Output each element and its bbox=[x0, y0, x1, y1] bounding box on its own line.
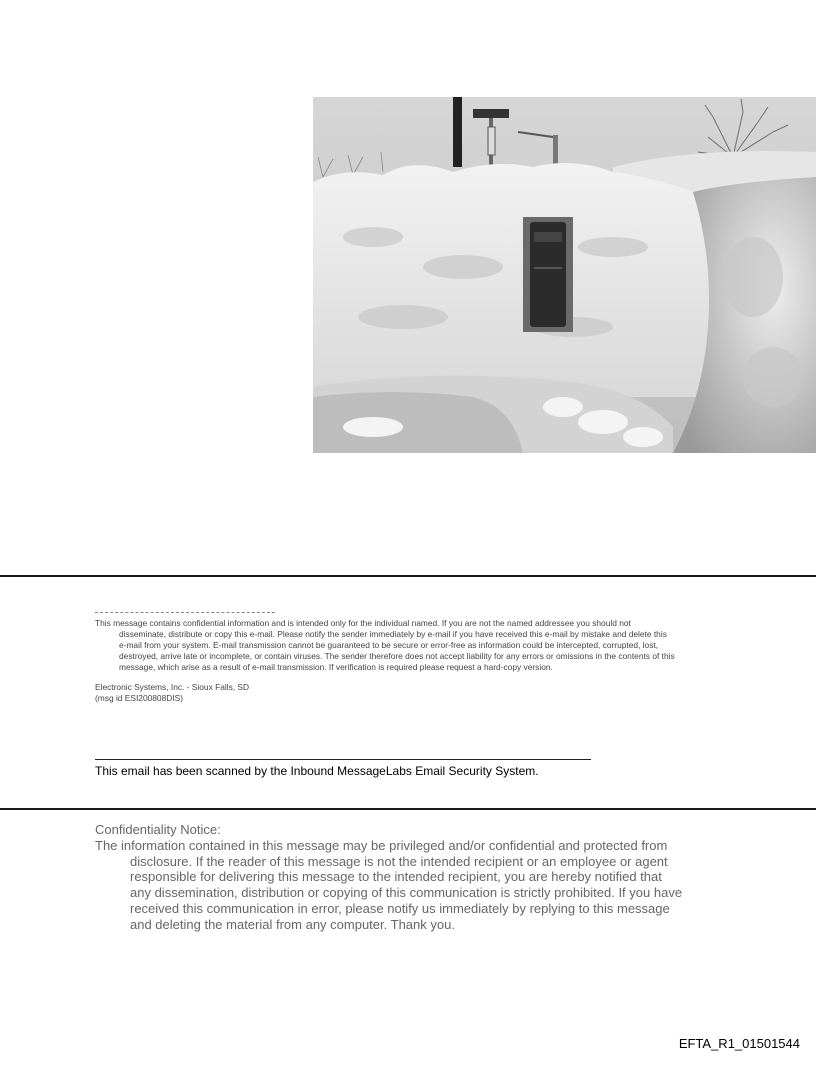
company-info bbox=[95, 682, 675, 704]
scanned-notice: This email has been scanned by the Inbound MessageLabs Email Security System. bbox=[95, 764, 539, 778]
separator-rule-top bbox=[0, 575, 816, 577]
snow-mailbox-photo bbox=[313, 97, 816, 453]
disclaimer-text: This message contains confidential information and is intended only for the individual named. If you are not the named addressee you should not disseminate, distribute or copy this e-mail. Please notify the sender immediately by e-mail if you have received this e-mail by mistake and delete this e-mail from your system. E-mail transmission cannot be guaranteed to be secure or error-free as information could be intercepted, corrupted, lost, destroyed, arrive late or incomplete, or contain viruses. The sender therefore does not accept liability for any errors or omissions in the contents of this message, which arise as a result of e-mail transmission. If verification is required please request a hard-copy version. bbox=[95, 618, 675, 672]
separator-rule-bottom bbox=[0, 808, 816, 810]
company-line: Electronic Systems, Inc. - Sioux Falls, SD bbox=[95, 682, 250, 692]
document-id: EFTA_R1_01501544 bbox=[678, 1036, 800, 1051]
email-footer bbox=[95, 612, 675, 704]
confidentiality-body: The information contained in this message may be privileged and/or confidential and protected from disclosure. If the reader of this message is not the intended recipient or an employee or agent responsible for delivering this message to the intended recipient, you are hereby notified that any dissemination, distribution or copying of this communication is strictly prohibited. If you have received this communication in error, please notify us immediately by replying to this message and deleting the material from any computer. Thank you. bbox=[95, 837, 683, 932]
confidentiality-notice bbox=[95, 822, 685, 933]
message-id: (msg id ESI200808DIS) bbox=[95, 693, 183, 703]
dashed-separator bbox=[95, 612, 275, 613]
scan-separator bbox=[95, 759, 591, 760]
confidentiality-title: Confidentiality Notice: bbox=[95, 822, 221, 837]
